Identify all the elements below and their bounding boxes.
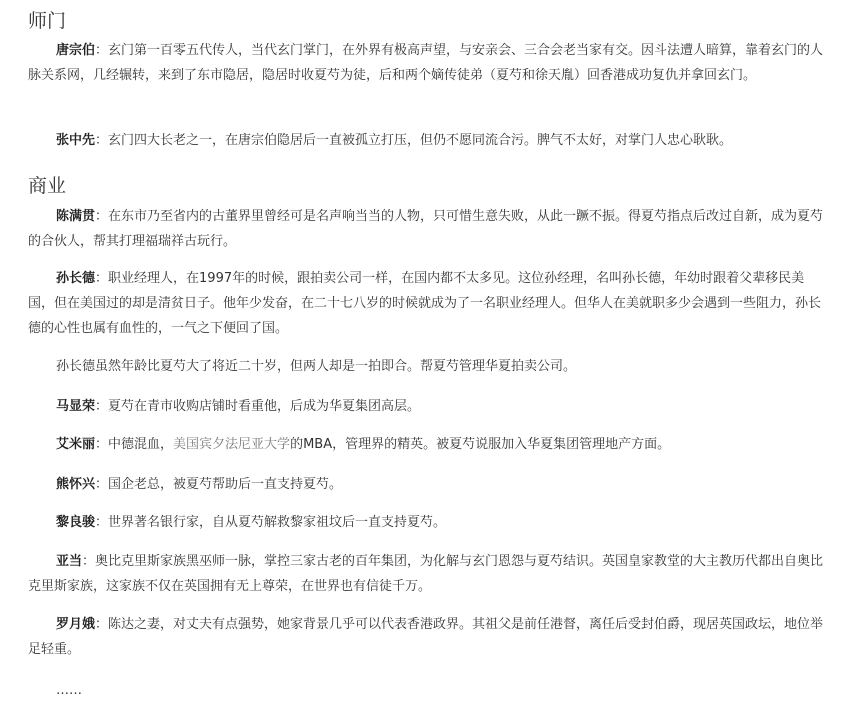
ellipsis: …… (56, 683, 82, 698)
entry-name: 孙长德 (56, 271, 96, 286)
entry-text: 奥比克里斯家族黑巫师一脉，掌控三家古老的百年集团，为化解与玄门恩怨与夏芍结识。英国皇家教堂的大主教历代都出自奥比克里斯家族，这家族不仅在英国拥有无上尊荣，在世界也有信徒千万。 (28, 554, 824, 594)
entry-text: 玄门第一百零五代传人，当代玄门掌门，在外界有极高声望，与安亲会、三合会老当家有交。因斗法遭人暗算，靠着玄门的人脉关系网，几经辗转，来到了东市隐居，隐居时收夏芍为徒，后和两个嫡传徒弟（夏芍和徐天胤）回香港成功复仇并拿回玄门。 (28, 43, 824, 83)
entry-aimili (0, 432, 847, 457)
ellipsis-block (0, 678, 847, 703)
entry-text-before: 中德混血， (108, 437, 174, 452)
entry-sep: ： (95, 437, 109, 452)
entry-sep: ： (95, 271, 109, 286)
entry-name: 马显荣 (56, 399, 96, 414)
entry-luoyuee (0, 612, 847, 662)
entry-xionghuaixing (0, 472, 847, 497)
entry-sep: ： (82, 554, 96, 569)
entry-text: 孙长德虽然年龄比夏芍大了将近二十岁，但两人却是一拍即合。帮夏芍管理华夏拍卖公司。 (56, 359, 577, 374)
entry-maxianrong (0, 394, 847, 419)
section-title: 师门 (28, 10, 67, 32)
entry-tangzongbo (0, 38, 847, 88)
entry-name: 陈满贯 (56, 209, 96, 224)
entry-name: 艾米丽 (56, 437, 96, 452)
entry-text: 陈达之妻，对丈夫有点强势，她家背景几乎可以代表香港政界。其祖父是前任港督，离任后受封伯爵，现居英国政坛，地位举足轻重。 (28, 617, 824, 657)
entry-sep: ： (95, 209, 109, 224)
entry-text: 的MBA，管理界的精英。被夏芍说服加入华夏集团管理地产方面。 (290, 437, 671, 452)
entry-chenmanguan (0, 204, 847, 254)
entry-name: 黎良骏 (56, 515, 96, 530)
entry-yadang (0, 549, 847, 599)
entry-text: 职业经理人，在1997年的时候，跟拍卖公司一样，在国内都不太多见。这位孙经理，名叫孙长德，年幼时跟着父辈移民美国，但在美国过的却是清贫日子。他年少发奋，在二十七八岁的时候就成为了一名职业经理人。但华人在美就职多少会遇到一些阻力，孙长德的心性也属有血性的，一气之下便回了国。 (28, 271, 822, 336)
section-shimen (0, 8, 847, 34)
entry-sep: ： (95, 43, 109, 58)
university-link[interactable]: 美国宾夕法尼亚大学 (173, 437, 291, 452)
entry-text: 在东市乃至省内的古董界里曾经可是名声响当当的人物，只可惜生意失败，从此一蹶不振。得夏芍指点后改过自新，成为夏芍的合伙人，帮其打理福瑞祥古玩行。 (28, 209, 824, 249)
entry-zhangzhongxian (0, 128, 847, 153)
entry-sunchangde-cont (0, 354, 847, 379)
entry-liliangjun (0, 510, 847, 535)
entry-name: 罗月娥 (56, 617, 96, 632)
entry-sep: ： (95, 617, 109, 632)
entry-sep: ： (95, 477, 109, 492)
section-shangye (0, 173, 847, 199)
entry-sep: ： (95, 399, 109, 414)
entry-sunchangde (0, 266, 847, 341)
entry-text: 世界著名银行家，自从夏芍解救黎家祖坟后一直支持夏芍。 (108, 515, 447, 530)
entry-sep: ： (95, 515, 109, 530)
entry-sep: ： (95, 133, 109, 148)
entry-text: 夏芍在青市收购店铺时看重他，后成为华夏集团高层。 (108, 399, 421, 414)
entry-text: 玄门四大长老之一，在唐宗伯隐居后一直被孤立打压，但仍不愿同流合污。脾气不太好，对掌门人忠心耿耿。 (108, 133, 733, 148)
entry-text: 国企老总，被夏芍帮助后一直支持夏芍。 (108, 477, 343, 492)
entry-name: 亚当 (56, 554, 83, 569)
entry-name: 张中先 (56, 133, 96, 148)
entry-name: 唐宗伯 (56, 43, 96, 58)
entry-name: 熊怀兴 (56, 477, 96, 492)
section-title: 商业 (28, 175, 67, 197)
